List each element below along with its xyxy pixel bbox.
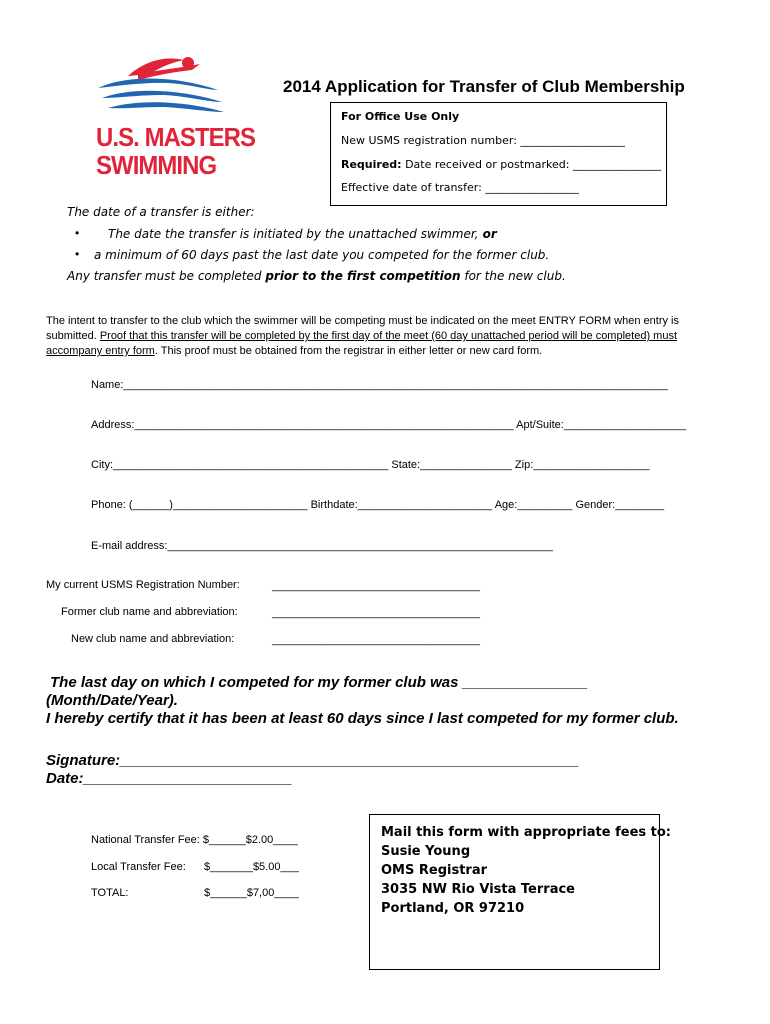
former-club-input[interactable]: __________________________________ <box>272 607 481 619</box>
name-field[interactable]: Name:_________________________________________________________________________________________ <box>91 379 668 391</box>
logo-line-1: U.S. MASTERS <box>96 122 256 152</box>
bullet-2-marker: • <box>75 247 80 261</box>
usms-logo <box>88 50 258 180</box>
last-competed-line[interactable]: The last day on which I competed for my former club was _______________ <box>50 674 588 691</box>
note-bold: prior to the first competition <box>265 269 461 283</box>
date-field[interactable]: Date:_________________________ <box>46 770 293 787</box>
local-fee-value: $_______$5.00___ <box>204 861 299 873</box>
total-value: $______$7,00____ <box>204 887 299 899</box>
mail-street: 3035 NW Rio Vista Terrace <box>381 882 575 897</box>
current-reg-label: My current USMS Registration Number: <box>46 579 240 591</box>
total-label: TOTAL: <box>91 887 129 899</box>
office-reg-number: New USMS registration number: ___________________ <box>341 134 625 147</box>
former-club-label: Former club name and abbreviation: <box>61 606 238 618</box>
transfer-bullet-1 <box>108 227 497 241</box>
office-use-box <box>330 102 667 206</box>
office-required-row <box>341 158 661 171</box>
new-club-input[interactable]: __________________________________ <box>272 634 481 646</box>
office-use-heading: For Office Use Only <box>341 110 460 123</box>
office-effective-date: Effective date of transfer: _________________ <box>341 181 579 194</box>
transfer-intro: The date of a transfer is either: <box>67 205 255 219</box>
bullet-1-or: or <box>478 227 497 241</box>
email-field[interactable]: E-mail address:_______________________________________________________________ <box>91 540 553 552</box>
national-fee: National Transfer Fee: $______$2.00____ <box>91 834 298 846</box>
mail-instruction: Mail this form with appropriate fees to: <box>381 825 671 840</box>
mail-city: Portland, OR 97210 <box>381 901 525 916</box>
transfer-note <box>67 269 566 283</box>
intent-text-2: . This proof must be obtained from the registrar in either letter or new card form. <box>154 345 543 357</box>
transfer-bullet-2: a minimum of 60 days past the last date you competed for the former club. <box>94 248 550 262</box>
required-label: Required: <box>341 158 402 171</box>
bullet-1-marker: • <box>75 226 80 240</box>
certify-statement: I hereby certify that it has been at least 60 days since I last competed for my former club. <box>46 710 679 727</box>
form-title: 2014 Application for Transfer of Club Membership <box>283 77 685 96</box>
new-club-label: New club name and abbreviation: <box>71 633 235 645</box>
intent-paragraph <box>46 314 716 359</box>
mail-recipient: Susie Young <box>381 844 471 859</box>
bullet-1-text: The date the transfer is initiated by the unattached swimmer, <box>108 227 479 241</box>
local-fee-label: Local Transfer Fee: <box>91 861 186 873</box>
required-text: Date received or postmarked: ________________ <box>401 158 661 171</box>
intent-text-1: The intent to transfer to the club which the swimmer will be competing must be indicated on the meet ENTRY FORM when entry is submitted. <box>46 315 679 342</box>
city-state-zip-field[interactable]: City:_____________________________________________ State:_______________ Zip:___________________ <box>91 459 650 471</box>
signature-field[interactable]: Signature:_______________________________________________________ <box>46 752 579 769</box>
note-post: for the new club. <box>460 269 566 283</box>
current-reg-input[interactable]: __________________________________ <box>272 580 481 592</box>
logo-line-2: SWIMMING <box>96 150 217 180</box>
date-format-note: (Month/Date/Year). <box>46 692 178 709</box>
mail-title: OMS Registrar <box>381 863 488 878</box>
intent-proof-text: Proof that this transfer will be completed by the first day of the meet (60 day unattached period will be completed) must accompany entry form <box>46 330 677 357</box>
address-field[interactable]: Address:______________________________________________________________ Apt/Suite:____________________ <box>91 419 687 431</box>
note-pre: Any transfer must be completed <box>67 269 266 283</box>
phone-birthdate-field[interactable]: Phone: (______)______________________ Birthdate:______________________ Age:_________ Gender:________ <box>91 499 665 511</box>
mailing-address-box <box>369 814 671 970</box>
